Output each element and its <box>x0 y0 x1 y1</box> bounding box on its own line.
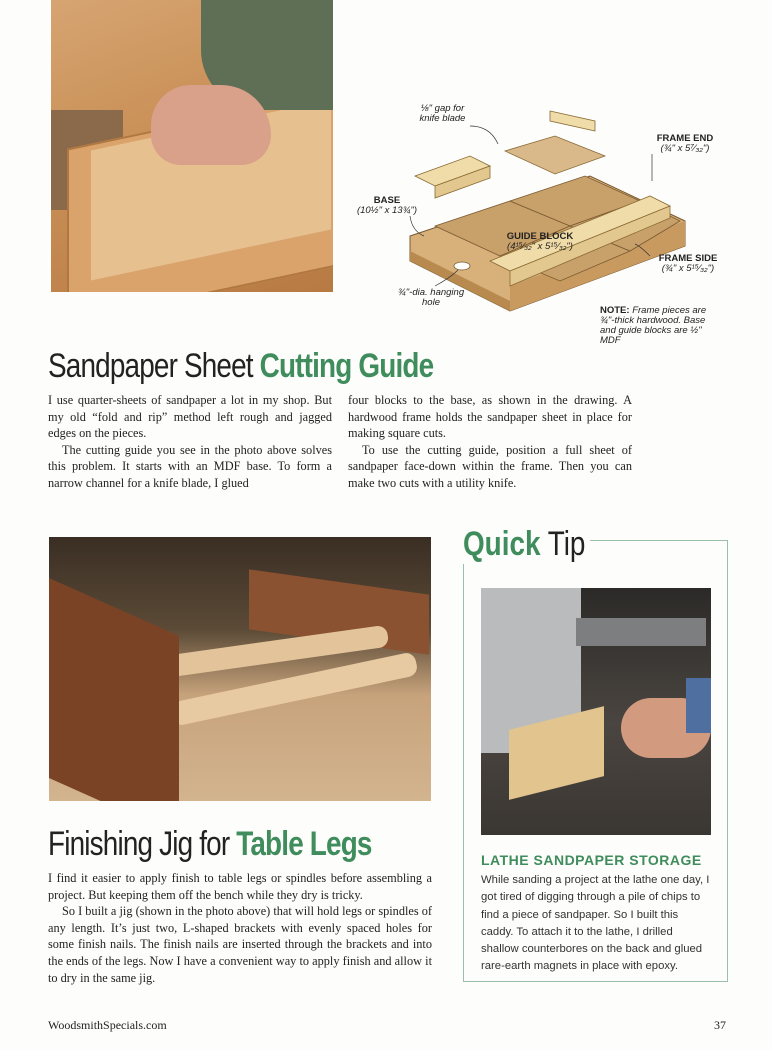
frame-side-label <box>652 254 724 274</box>
finishing-jig-photo <box>49 537 431 801</box>
finishing-jig-text <box>48 870 432 986</box>
col1-paragraph-1: I use quarter-sheets of sandpaper a lot in my shop. But my old “fold and rip” method left rough and jagged edges on the pieces. <box>48 393 332 441</box>
cutting-guide-title <box>48 346 433 386</box>
base-label <box>352 196 422 216</box>
title2-light-part: Finishing Jig for <box>48 825 237 863</box>
guide-block-name: GUIDE BLOCK <box>506 231 574 242</box>
note-label: NOTE: <box>600 305 630 316</box>
quick-tip-title-light: Tip <box>540 525 586 563</box>
col1-paragraph-2: The cutting guide you see in the photo above solves this problem. It starts with an MDF base. To form a narrow channel for a knife blade, I glued <box>48 442 332 490</box>
guide-block-label <box>500 232 580 252</box>
title2-bold-part: Table Legs <box>236 825 372 863</box>
frame-end-dim: (¾" x 5⁷⁄₃₂") <box>660 143 710 154</box>
diagram-note <box>600 306 720 346</box>
base-dim: (10½" x 13¾") <box>356 205 418 216</box>
cutting-guide-col2 <box>348 392 632 492</box>
footer-site: WoodsmithSpecials.com <box>48 1018 167 1032</box>
col2-paragraph-2: To use the cutting guide, position a full sheet of sandpaper face-down within the frame. Then you can make two cuts with a utility knife. <box>348 442 632 490</box>
jig-paragraph-2: So I built a jig (shown in the photo above) that will hold legs or spindles of any length. It’s just two, L-shaped brackets with evenly spaced holes for some finish nails. The finish nails are inserted through the brackets and into the ends of the legs. Now I have a convenient way to apply finish and allow it to dry in the same jig. <box>48 904 432 985</box>
frame-end-name: FRAME END <box>656 133 714 144</box>
title-light-part: Sandpaper Sheet <box>48 347 260 385</box>
finishing-jig-title <box>48 824 372 864</box>
title-bold-part: Cutting Guide <box>259 347 434 385</box>
jig-paragraph-1: I find it easier to apply finish to table legs or spindles before assembling a project. But keeping them off the bench while they dry is tricky. <box>48 871 432 902</box>
quick-tip-text: While sanding a project at the lathe one day, I got tired of digging through a pile of chips to find a piece of sandpaper. So I built this caddy. To attach it to the lathe, I drilled shallow counterbores on the back and glued rare-earth magnets in place with epoxy. <box>481 874 710 973</box>
quick-tip-rule <box>578 540 728 541</box>
note-text: Frame pieces are ¾"-thick hardwood. Base and guide blocks are ½" MDF <box>600 305 707 346</box>
frame-end-label <box>650 134 720 154</box>
gap-label: ⅛" gap for knife blade <box>419 103 466 124</box>
frame-side-name: FRAME SIDE <box>658 253 718 264</box>
cutting-guide-col1 <box>48 392 332 492</box>
base-name: BASE <box>373 195 401 206</box>
lathe-caddy-photo <box>481 588 711 835</box>
cutting-guide-photo <box>51 0 333 292</box>
col2-paragraph-1: four blocks to the base, as shown in the drawing. A hardwood frame holds the sandpaper sheet in place for making square cuts. <box>348 393 632 441</box>
quick-tip-heading: LATHE SANDPAPER STORAGE <box>481 852 702 868</box>
page-number: 37 <box>714 1018 726 1032</box>
quick-tip-title-bold: Quick <box>463 525 541 563</box>
hanging-hole-label: ¾"-dia. hanging hole <box>397 287 465 308</box>
quick-tip-title <box>463 524 590 564</box>
guide-block-dim: (4¹⁵⁄₃₂" x 5¹⁵⁄₃₂") <box>507 241 573 252</box>
frame-side-dim: (¾" x 5¹⁵⁄₃₂") <box>661 263 715 274</box>
